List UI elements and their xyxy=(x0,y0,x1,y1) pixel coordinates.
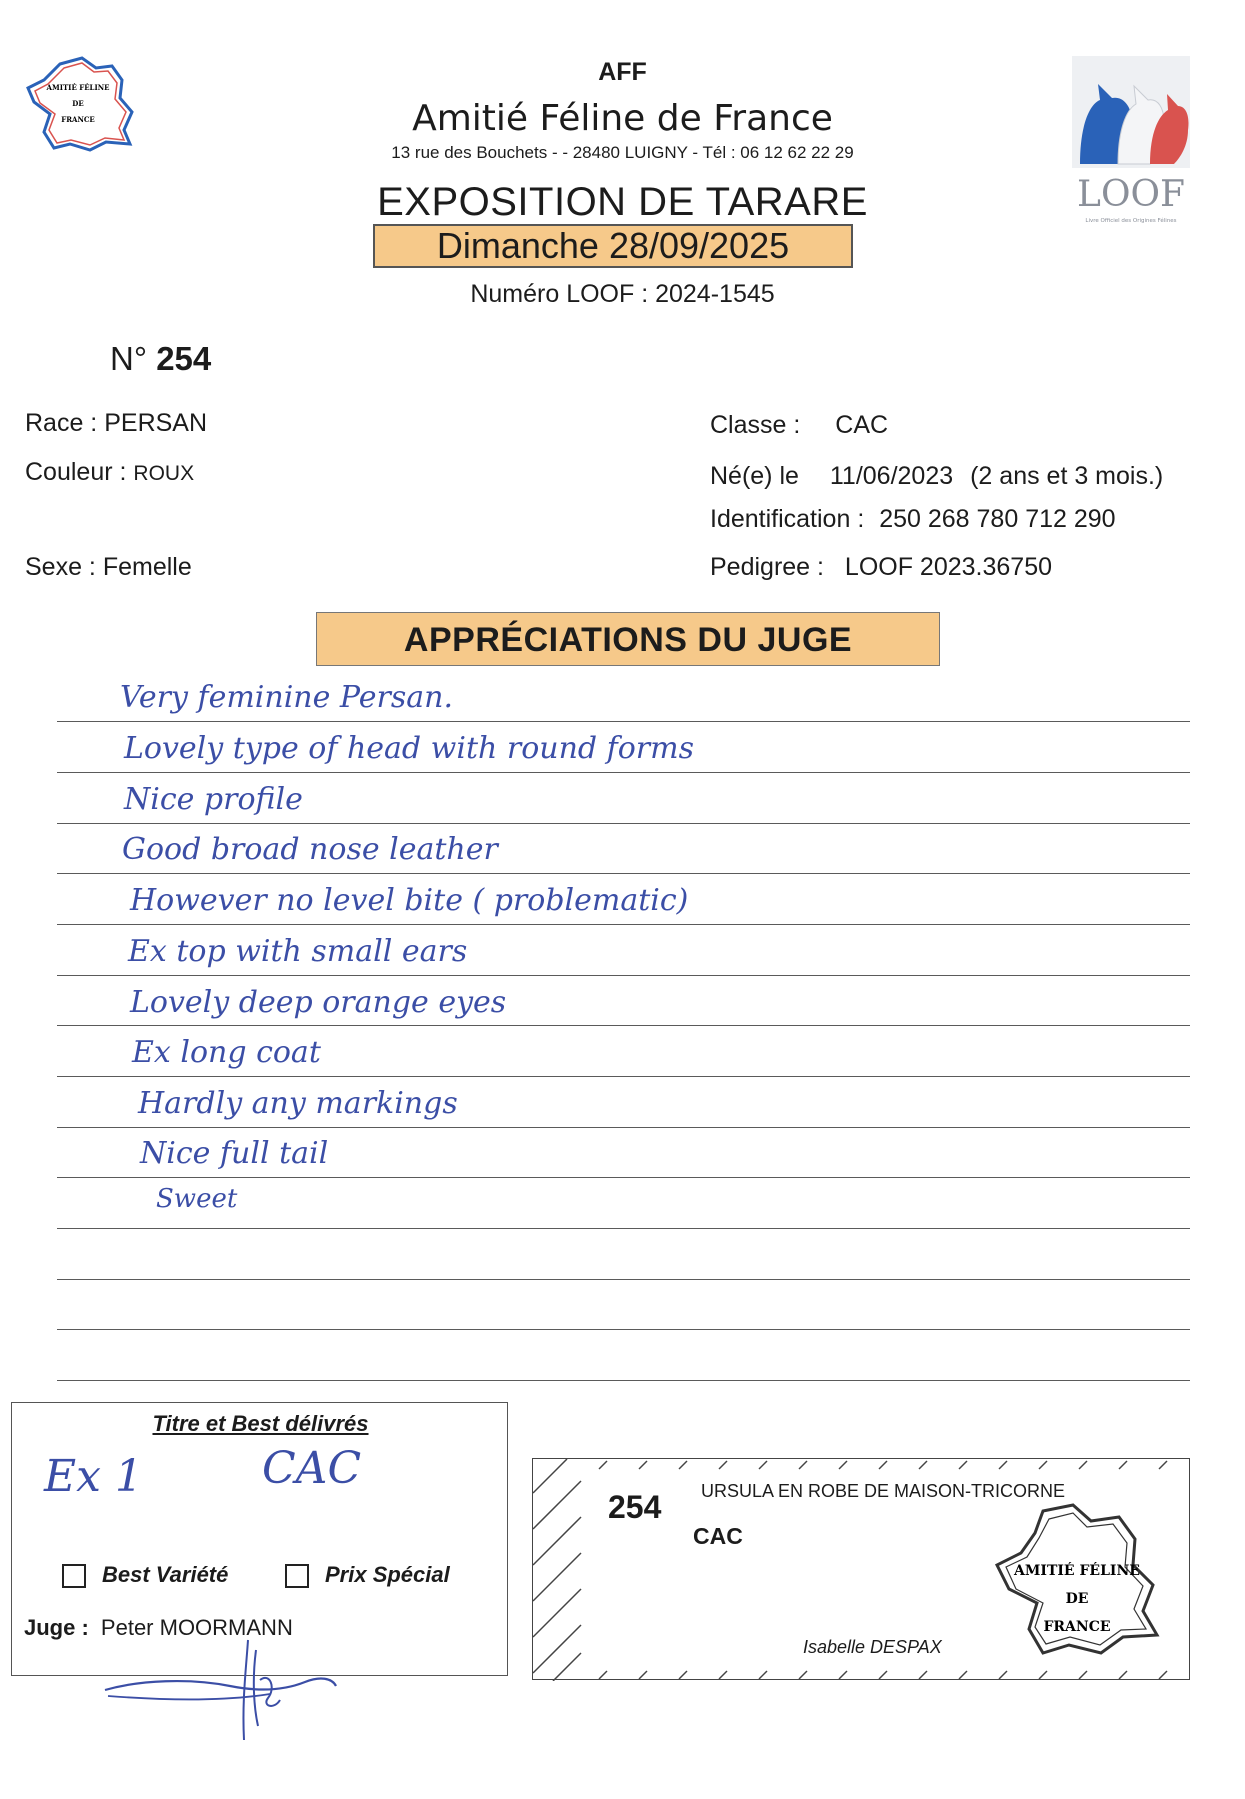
org-name: Amitié Féline de France xyxy=(412,98,833,139)
judge-name: Peter MOORMANN xyxy=(100,1615,293,1640)
birth-field xyxy=(710,462,1163,491)
titles-box-header: Titre et Best délivrés xyxy=(152,1411,369,1436)
classe-value: CAC xyxy=(835,411,889,439)
identification-field xyxy=(710,505,1116,534)
best-variete-label: Best Variété xyxy=(102,1562,229,1587)
pedigree-field xyxy=(710,553,1052,582)
aff-logo-line-3: FRANCE xyxy=(61,115,95,124)
judge-remark: Very feminine Persan. xyxy=(120,680,453,715)
prix-special-label: Prix Spécial xyxy=(325,1562,450,1587)
birth-date: 11/06/2023 xyxy=(829,462,954,490)
stamp-entry-number: 254 xyxy=(608,1489,662,1525)
writing-line xyxy=(57,975,1190,976)
writing-line xyxy=(57,1076,1190,1077)
pedigree-value: LOOF 2023.36750 xyxy=(844,553,1053,581)
judge-appreciations-header: APPRÉCIATIONS DU JUGE xyxy=(316,612,940,666)
entry-number xyxy=(110,340,211,378)
couleur-value: ROUX xyxy=(133,462,195,485)
judge-signature xyxy=(100,1630,350,1750)
writing-line xyxy=(57,924,1190,925)
aff-logo-line-1: AMITIÉ FÉLINE xyxy=(46,83,110,92)
writing-line xyxy=(57,1279,1190,1280)
sexe-label: Sexe : xyxy=(25,553,96,581)
writing-line xyxy=(57,1025,1190,1026)
writing-line xyxy=(57,1177,1190,1178)
award-ex: Ex 1 xyxy=(44,1451,143,1502)
stamp-cat-name: URSULA EN ROBE DE MAISON-TRICORNE xyxy=(701,1481,1066,1501)
identification-label: Identification : xyxy=(710,505,865,533)
judge-remark: However no level bite ( problematic) xyxy=(130,883,689,918)
identification-value: 250 268 780 712 290 xyxy=(879,505,1116,533)
couleur-field xyxy=(25,458,194,487)
award-cac: CAC xyxy=(262,1443,362,1494)
judge-remark: Good broad nose leather xyxy=(122,832,498,867)
writing-line xyxy=(57,721,1190,722)
writing-line xyxy=(57,772,1190,773)
entry-number-label: N° xyxy=(110,340,148,377)
loof-number: Numéro LOOF : 2024-1545 xyxy=(470,280,775,308)
loof-logo xyxy=(1070,54,1200,234)
seal-line-1: AMITIÉ FÉLINE xyxy=(1014,1563,1140,1579)
judge-remark: Lovely type of head with round forms xyxy=(124,731,694,766)
judge-remark: Lovely deep orange eyes xyxy=(130,985,507,1020)
loof-logo-text: LOOF xyxy=(1077,174,1185,215)
pedigree-label: Pedigree : xyxy=(710,553,824,581)
race-label: Race : xyxy=(25,409,98,437)
writing-line xyxy=(57,1329,1190,1330)
stamp-class: CAC xyxy=(693,1523,743,1549)
stamp-box xyxy=(532,1458,1190,1680)
aff-logo-line-2: DE xyxy=(72,99,84,108)
entry-number-value: 254 xyxy=(156,340,212,377)
birth-label: Né(e) le xyxy=(710,462,799,490)
judge-remark: Ex top with small ears xyxy=(128,934,468,969)
writing-line xyxy=(57,1380,1190,1381)
race-value: PERSAN xyxy=(104,409,208,437)
judge-remark: Hardly any markings xyxy=(138,1086,458,1121)
judge-remark: Nice profile xyxy=(124,782,303,817)
judge-remark: Nice full tail xyxy=(140,1136,329,1171)
show-date: Dimanche 28/09/2025 xyxy=(373,224,853,268)
org-abbreviation: AFF xyxy=(598,58,647,86)
couleur-label: Couleur : xyxy=(25,458,127,486)
best-variete-checkbox[interactable] xyxy=(62,1564,86,1588)
exposition-title: EXPOSITION DE TARARE xyxy=(377,180,868,224)
race-field xyxy=(25,409,207,438)
seal-line-2: DE xyxy=(1065,1591,1089,1607)
writing-line xyxy=(57,1228,1190,1229)
france-seal xyxy=(973,1503,1178,1673)
writing-line xyxy=(57,823,1190,824)
loof-logo-subtitle: Livre Officiel des Origines Félines xyxy=(1085,218,1177,224)
writing-line xyxy=(57,1127,1190,1128)
stamp-signatory: Isabelle DESPAX xyxy=(803,1637,942,1657)
sexe-value: Femelle xyxy=(102,553,192,581)
classe-field xyxy=(710,411,888,440)
writing-line xyxy=(57,873,1190,874)
classe-label: Classe : xyxy=(710,411,801,439)
judge-label: Juge : xyxy=(24,1615,89,1640)
age: (2 ans et 3 mois.) xyxy=(970,462,1164,490)
sexe-field xyxy=(25,553,192,582)
judge-remark: Sweet xyxy=(156,1184,238,1214)
seal-line-3: FRANCE xyxy=(1043,1619,1111,1635)
org-address: 13 rue des Bouchets - - 28480 LUIGNY - Tél : 06 12 62 22 29 xyxy=(391,143,854,162)
prix-special-checkbox[interactable] xyxy=(285,1564,309,1588)
judge-remark: Ex long coat xyxy=(132,1035,321,1070)
